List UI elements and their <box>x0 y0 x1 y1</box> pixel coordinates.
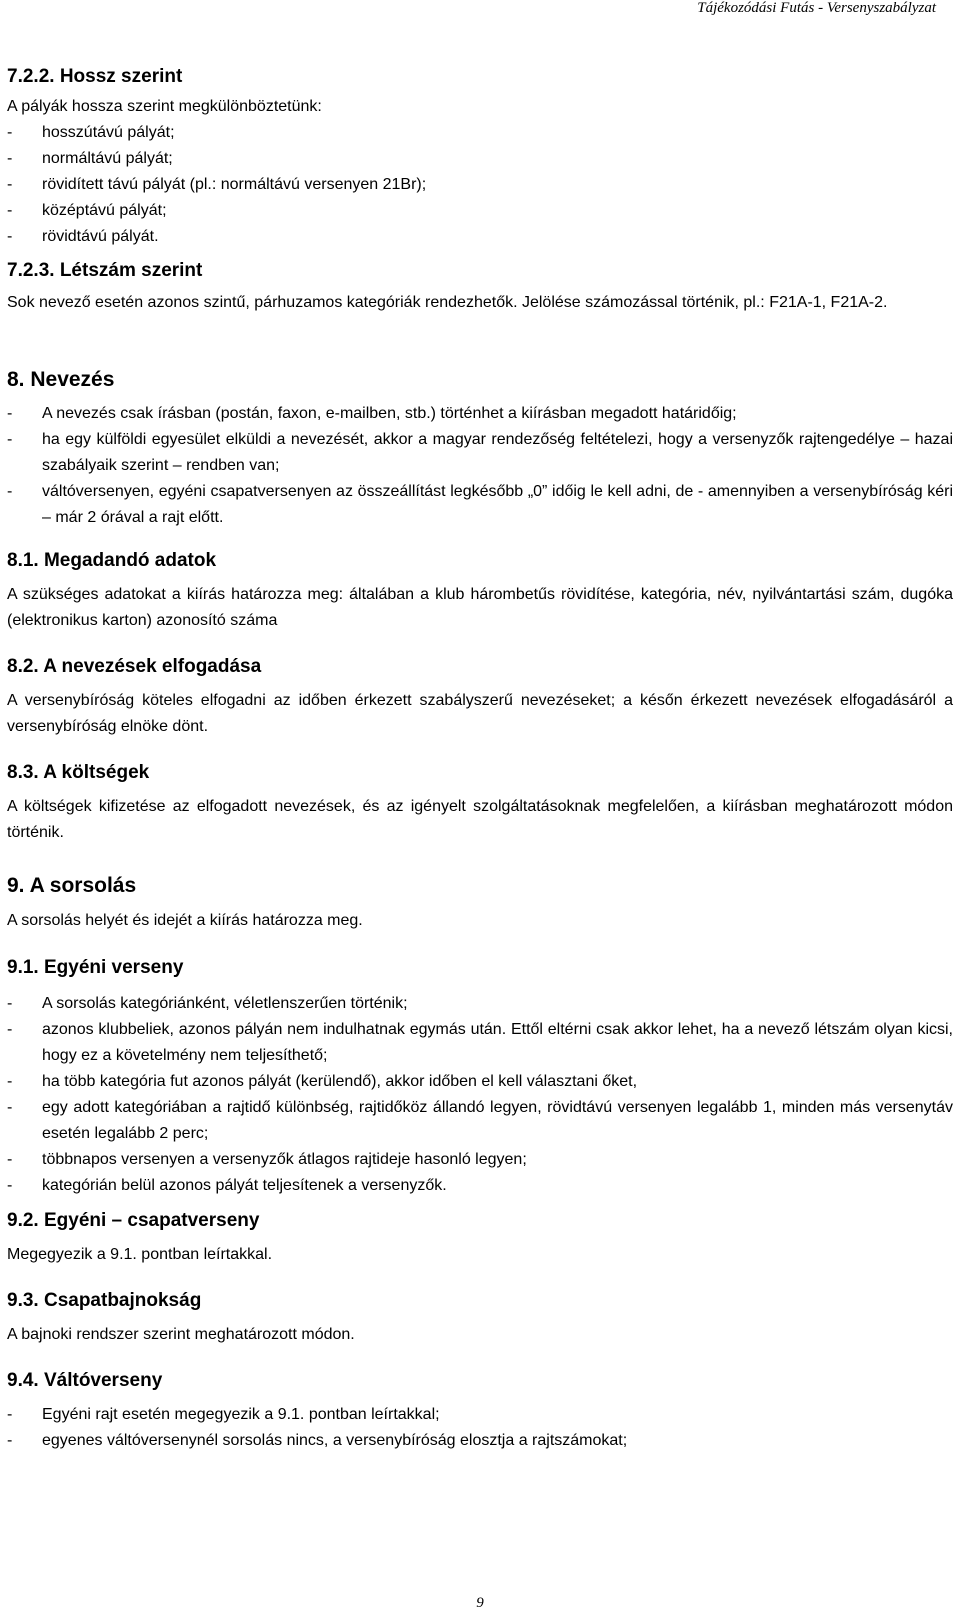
section-text: A versenybíróság köteles elfogadni az időben érkezett szabályszerű nevezéseket; a későn érkezett nevezések elfogadásáról a versenybíróság elnöke dönt. <box>7 692 953 735</box>
list-item: - ha egy külföldi egyesület elküldi a nevezését, akkor a magyar rendezőség feltételezi, hogy a versenyzők rajtengedélye – hazai szabályaik szerint – rendben van; <box>7 427 953 479</box>
section-9-1 <box>7 957 953 1199</box>
bullet-list <box>7 120 953 250</box>
list-item: - rövidített távú pályát (pl.: normáltávú versenyen 21Br); <box>7 172 953 198</box>
list-item: - A sorsolás kategóriánként, véletlenszerűen történik; <box>7 991 953 1017</box>
section-intro: A pályák hossza szerint megkülönböztetünk: <box>7 98 322 115</box>
section-heading: 8. Nevezés <box>7 368 115 391</box>
section-heading: 9.3. Csapatbajnokság <box>7 1290 202 1311</box>
section-heading: 9. A sorsolás <box>7 874 137 897</box>
list-item: - Egyéni rajt esetén megegyezik a 9.1. pontban leírtakkal; <box>7 1402 953 1428</box>
section-text: A szükséges adatokat a kiírás határozza meg: általában a klub hárombetűs rövidítése, kategória, név, nyilvántartási szám, dugóka (elektronikus karton) azonosító száma <box>7 586 953 629</box>
bullet-list <box>7 401 953 531</box>
section-9-2 <box>7 1210 953 1268</box>
section-heading: 9.4. Váltóverseny <box>7 1370 163 1391</box>
section-9-4 <box>7 1370 953 1454</box>
list-item: - hosszútávú pályát; <box>7 120 953 146</box>
list-item: - váltóversenyen, egyéni csapatversenyen az összeállítást legkésőbb „0” időig le kell adni, de - amennyiben a versenybíróság kéri – már 2 órával a rajt előtt. <box>7 479 953 531</box>
list-item: - azonos klubbeliek, azonos pályán nem indulhatnak egymás után. Ettől eltérni csak akkor lehet, ha a nevező létszám olyan kicsi, hogy ez a követelmény nem teljesíthető; <box>7 1017 953 1069</box>
section-text: Sok nevező esetén azonos szintű, párhuzamos kategóriák rendezhetők. Jelölése számozással történik, pl.: F21A-1, F21A-2. <box>7 294 888 311</box>
section-heading: 9.2. Egyéni – csapatverseny <box>7 1210 260 1231</box>
list-item: - normáltávú pályát; <box>7 146 953 172</box>
section-text: A költségek kifizetése az elfogadott nevezések, és az igényelt szolgáltatásoknak megfelelően, a kiírásban meghatározott módon történik. <box>7 798 953 841</box>
list-item: - egy adott kategóriában a rajtidő különbség, rajtidőköz állandó legyen, rövidtávú versenyen legalább 1, minden más versenytáv esetén legalább 2 perc; <box>7 1095 953 1147</box>
section-heading: 8.1. Megadandó adatok <box>7 550 217 571</box>
section-9 <box>7 874 953 934</box>
bullet-list <box>7 1402 953 1454</box>
list-item: - kategórián belül azonos pályát teljesítenek a versenyzők. <box>7 1173 953 1199</box>
list-item: - középtávú pályát; <box>7 198 953 224</box>
section-8-1 <box>7 550 953 634</box>
page-number: 9 <box>476 1595 484 1611</box>
section-8-3 <box>7 762 953 846</box>
section-heading: 7.2.3. Létszám szerint <box>7 260 203 281</box>
running-head: Tájékozódási Futás - Versenyszabályzat <box>697 0 936 16</box>
section-8-2 <box>7 656 953 740</box>
section-7-2-3 <box>7 260 953 316</box>
section-heading: 7.2.2. Hossz szerint <box>7 66 183 87</box>
section-text: Megegyezik a 9.1. pontban leírtakkal. <box>7 1246 273 1263</box>
list-item: - ha több kategória fut azonos pályát (kerülendő), akkor időben el kell választani őket, <box>7 1069 953 1095</box>
list-item: - A nevezés csak írásban (postán, faxon, e-mailben, stb.) történhet a kiírásban megadott határidőig; <box>7 401 953 427</box>
section-heading: 9.1. Egyéni verseny <box>7 957 184 978</box>
section-9-3 <box>7 1290 953 1348</box>
bullet-list <box>7 991 953 1199</box>
section-text: A sorsolás helyét és idejét a kiírás határozza meg. <box>7 912 363 929</box>
section-8 <box>7 368 953 531</box>
section-7-2-2 <box>7 66 953 250</box>
list-item: - egyenes váltóversenynél sorsolás nincs, a versenybíróság elosztja a rajtszámokat; <box>7 1428 953 1454</box>
list-item: - többnapos versenyen a versenyzők átlagos rajtideje hasonló legyen; <box>7 1147 953 1173</box>
list-item: - rövidtávú pályát. <box>7 224 953 250</box>
section-text: A bajnoki rendszer szerint meghatározott módon. <box>7 1326 355 1343</box>
section-heading: 8.2. A nevezések elfogadása <box>7 656 262 677</box>
section-heading: 8.3. A költségek <box>7 762 150 783</box>
